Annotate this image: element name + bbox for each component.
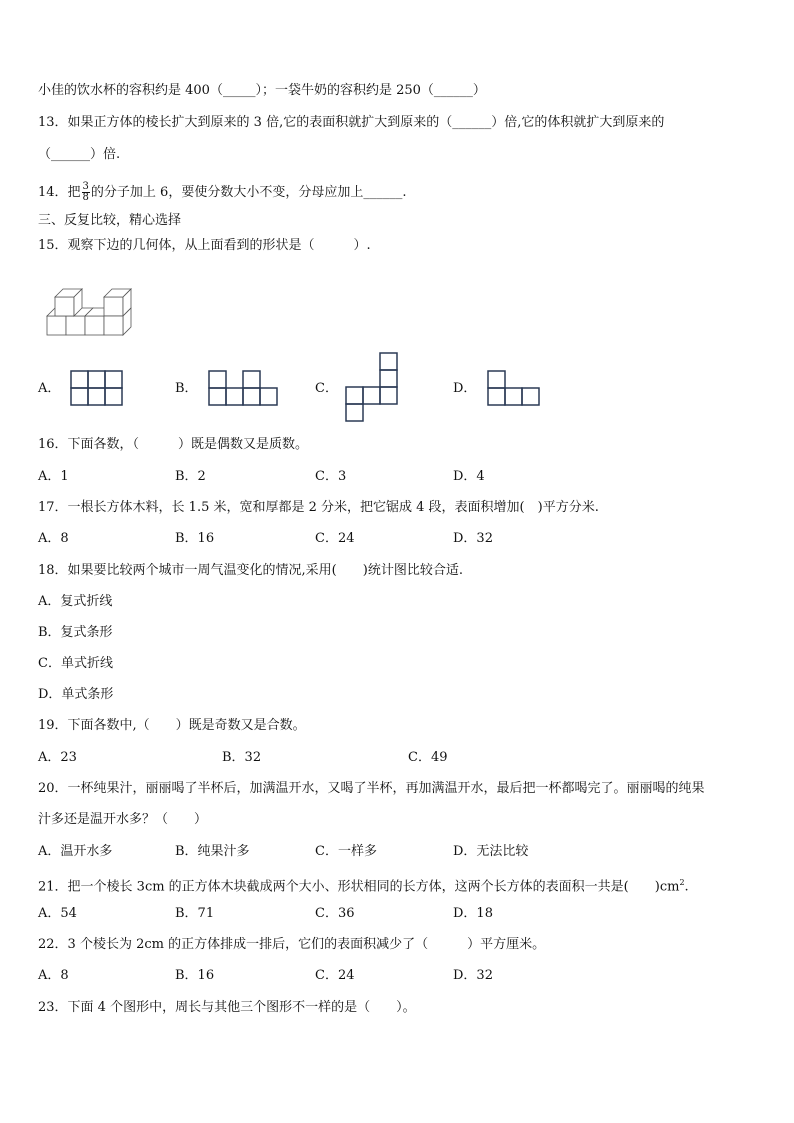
q12-continuation: 小佳的饮水杯的容积约是 400（_____）；一袋牛奶的容积约是 250（______）	[38, 83, 486, 98]
q21-option-a[interactable]: A．54	[38, 906, 77, 921]
q15-option-b-label[interactable]: B．	[175, 381, 198, 396]
q21-unit-exponent: 2	[679, 878, 685, 887]
q16-option-b[interactable]: B．2	[175, 469, 206, 484]
q22-option-a[interactable]: A．8	[38, 968, 69, 983]
q21-text-main: 21．把一个棱长 3cm 的正方体木块截成两个大小、形状相同的长方体，这两个长方体的表面积一共是( )cm	[38, 879, 680, 895]
q14-prefix: 14．把	[38, 185, 81, 200]
q21-option-d[interactable]: D．18	[453, 906, 493, 921]
fraction-denominator: 8	[82, 192, 89, 203]
q20-text: 20．一杯纯果汁，丽丽喝了半杯后，加满温开水，又喝了半杯，再加满温开水，最后把一杯都喝完了。丽丽喝的纯果	[38, 781, 705, 796]
q22-option-c[interactable]: C．24	[315, 968, 355, 983]
q21-option-b[interactable]: B．71	[175, 906, 215, 921]
q19-text: 19．下面各数中,（ ）既是奇数又是合数。	[38, 718, 306, 733]
q16-text: 16．下面各数，（ ）既是偶数又是质数。	[38, 437, 309, 452]
q15-solid-figure	[44, 276, 134, 338]
q15-text: 15．观察下边的几何体，从上面看到的形状是（ ）.	[38, 238, 371, 253]
q15-option-c-label[interactable]: C．	[315, 381, 338, 396]
section-three-heading: 三、反复比较，精心选择	[38, 213, 182, 228]
q13-text: 13．如果正方体的棱长扩大到原来的 3 倍,它的表面积就扩大到原来的（______）倍,它的体积就扩大到原来的	[38, 115, 665, 130]
q16-option-a[interactable]: A．1	[38, 469, 69, 484]
q20-option-a[interactable]: A．温开水多	[38, 844, 113, 859]
q16-option-c[interactable]: C．3	[315, 469, 347, 484]
q18-option-a[interactable]: A．复式折线	[38, 594, 113, 609]
q17-text: 17．一根长方体木料，长 1.5 米，宽和厚都是 2 分米，把它锯成 4 段，表面积增加( )平方分米.	[38, 500, 599, 515]
q15-option-d-figure[interactable]	[487, 370, 541, 406]
q21-option-c[interactable]: C．36	[315, 906, 355, 921]
q22-text: 22．3 个棱长为 2cm 的正方体排成一排后，它们的表面积减少了（ ）平方厘米。	[38, 937, 546, 952]
q22-option-b[interactable]: B．16	[175, 968, 215, 983]
q17-option-a[interactable]: A．8	[38, 531, 69, 546]
q22-option-d[interactable]: D．32	[453, 968, 493, 983]
q20-option-c[interactable]: C．一样多	[315, 844, 377, 859]
q15-option-a-label[interactable]: A．	[38, 381, 61, 396]
q17-option-d[interactable]: D．32	[453, 531, 493, 546]
q14-fraction	[82, 182, 90, 203]
q19-option-b[interactable]: B．32	[222, 750, 262, 765]
q20-text-cont: 汁多还是温开水多？（ ）	[38, 812, 208, 827]
q23-text: 23．下面 4 个图形中，周长与其他三个图形不一样的是（ ）。	[38, 1000, 416, 1015]
q20-option-b[interactable]: B．纯果汁多	[175, 844, 250, 859]
fraction-numerator: 3	[82, 181, 89, 192]
q18-option-b[interactable]: B．复式条形	[38, 625, 113, 640]
q14-suffix: 的分子加上 6，要使分数大小不变，分母应加上______.	[90, 185, 407, 200]
q13-text-cont: （______）倍.	[38, 147, 121, 162]
q15-option-c-figure[interactable]	[345, 352, 401, 422]
q18-text: 18．如果要比较两个城市一周气温变化的情况,采用( )统计图比较合适.	[38, 563, 463, 578]
q21-text	[38, 875, 689, 895]
q19-option-c[interactable]: C．49	[408, 750, 448, 765]
q20-option-d[interactable]: D．无法比较	[453, 844, 529, 859]
q18-option-c[interactable]: C．单式折线	[38, 656, 113, 671]
q15-option-b-figure[interactable]	[208, 370, 280, 406]
q21-text-end: .	[684, 879, 689, 895]
q14-text	[38, 182, 406, 203]
q19-option-a[interactable]: A．23	[38, 750, 77, 765]
q17-option-b[interactable]: B．16	[175, 531, 215, 546]
q15-option-a-figure[interactable]	[70, 370, 124, 406]
q16-option-d[interactable]: D．4	[453, 469, 485, 484]
q15-option-d-label[interactable]: D．	[453, 381, 477, 396]
q18-option-d[interactable]: D．单式条形	[38, 687, 114, 702]
q17-option-c[interactable]: C．24	[315, 531, 355, 546]
